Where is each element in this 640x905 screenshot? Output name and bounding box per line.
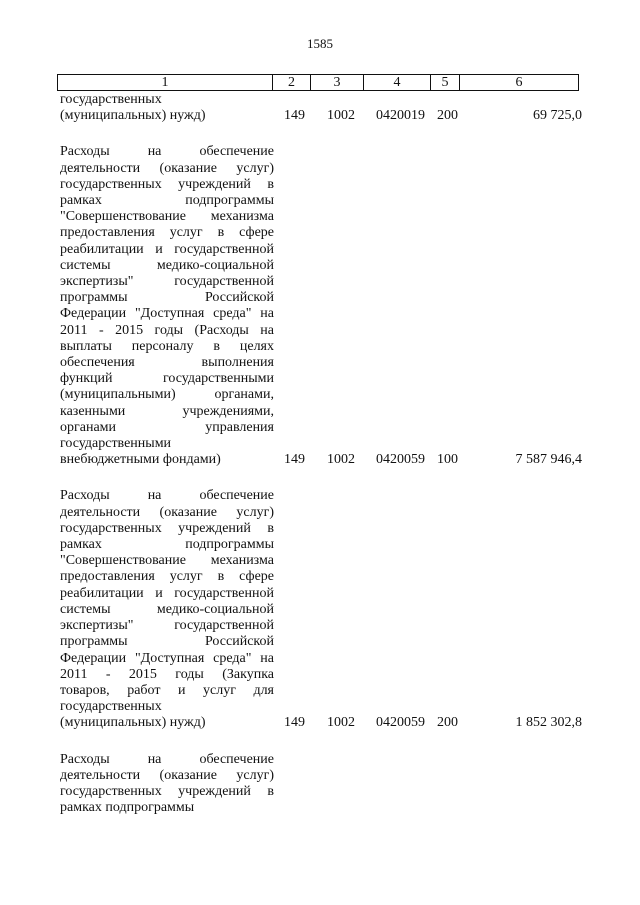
description-line: системы медико-социальной [60, 601, 274, 617]
description-line: государственных учреждений в [60, 783, 274, 799]
description-line: органами управления [60, 419, 274, 435]
description-line: рамках подпрограммы [60, 537, 274, 553]
description-line: программы Российской [60, 290, 274, 306]
description-line: Федерации "Доступная среда" на [60, 650, 274, 666]
column-header-4: 4 [364, 75, 431, 91]
column-header-1: 1 [58, 75, 273, 91]
description-line: 2011 - 2015 годы (Расходы на [60, 322, 274, 338]
description-line: предоставления услуг в сфере [60, 225, 274, 241]
column-header-3: 3 [311, 75, 364, 91]
target-article-code: 0420059 [376, 715, 425, 731]
amount: 7 587 946,4 [515, 452, 582, 468]
description-line: рамках подпрограммы [60, 193, 274, 209]
expense-type-code: 100 [437, 452, 458, 468]
description-line: (муниципальными) органами, [60, 387, 274, 403]
description-line: Расходы на обеспечение [60, 488, 274, 504]
row-description [60, 144, 274, 468]
ministry-code: 149 [284, 715, 305, 731]
description-line: обеспечения выполнения [60, 355, 274, 371]
description-line: Расходы на обеспечение [60, 751, 274, 767]
table-row [0, 752, 640, 817]
section-code: 1002 [327, 715, 355, 731]
description-line: системы медико-социальной [60, 257, 274, 273]
table-row [0, 144, 640, 468]
description-line: Федерации "Доступная среда" на [60, 306, 274, 322]
row-values [0, 108, 640, 124]
description-line: "Совершенствование механизма [60, 209, 274, 225]
amount: 1 852 302,8 [515, 715, 582, 731]
description-line: выплаты персоналу в целях [60, 338, 274, 354]
row-description [60, 488, 274, 731]
description-line: деятельности (оказание услуг) [60, 504, 274, 520]
description-line: государственных [60, 92, 162, 107]
description-line: предоставления услуг в сфере [60, 569, 274, 585]
row-values [0, 715, 640, 731]
description-line: 2011 - 2015 годы (Закупка [60, 666, 274, 682]
description-line: (муниципальных) нужд) [60, 108, 206, 124]
amount: 69 725,0 [533, 108, 582, 124]
section-code: 1002 [327, 108, 355, 124]
section-code: 1002 [327, 452, 355, 468]
row-values [0, 452, 640, 468]
description-line: деятельности (оказание услуг) [60, 767, 274, 783]
expense-type-code: 200 [437, 108, 458, 124]
ministry-code: 149 [284, 452, 305, 468]
table-row [0, 92, 640, 124]
column-header-5: 5 [431, 75, 460, 91]
column-header-6: 6 [460, 75, 579, 91]
description-line: рамках подпрограммы [60, 800, 195, 816]
description-line: казенными учреждениями, [60, 403, 274, 419]
description-line: функций государственными [60, 371, 274, 387]
table-row [0, 488, 640, 731]
column-header-table [57, 74, 579, 91]
description-line: экспертизы" государственной [60, 274, 274, 290]
description-line: государственных учреждений в [60, 176, 274, 192]
description-line: государственными [60, 436, 172, 452]
budget-rows [0, 92, 640, 836]
description-line: "Совершенствование механизма [60, 553, 274, 569]
target-article-code: 0420059 [376, 452, 425, 468]
column-header-2: 2 [273, 75, 311, 91]
description-line: программы Российской [60, 634, 274, 650]
description-line: товаров, работ и услуг для [60, 682, 274, 698]
description-line: государственных учреждений в [60, 520, 274, 536]
description-line: внебюджетными фондами) [60, 452, 221, 468]
description-line: государственных [60, 699, 162, 715]
row-values [0, 800, 640, 816]
description-line: (муниципальных) нужд) [60, 715, 206, 731]
expense-type-code: 200 [437, 715, 458, 731]
description-line: Расходы на обеспечение [60, 144, 274, 160]
description-line: реабилитации и государственной [60, 585, 274, 601]
ministry-code: 149 [284, 108, 305, 124]
description-line: реабилитации и государственной [60, 241, 274, 257]
description-line: деятельности (оказание услуг) [60, 160, 274, 176]
page-number: 1585 [307, 36, 333, 51]
target-article-code: 0420019 [376, 108, 425, 124]
description-line: экспертизы" государственной [60, 618, 274, 634]
